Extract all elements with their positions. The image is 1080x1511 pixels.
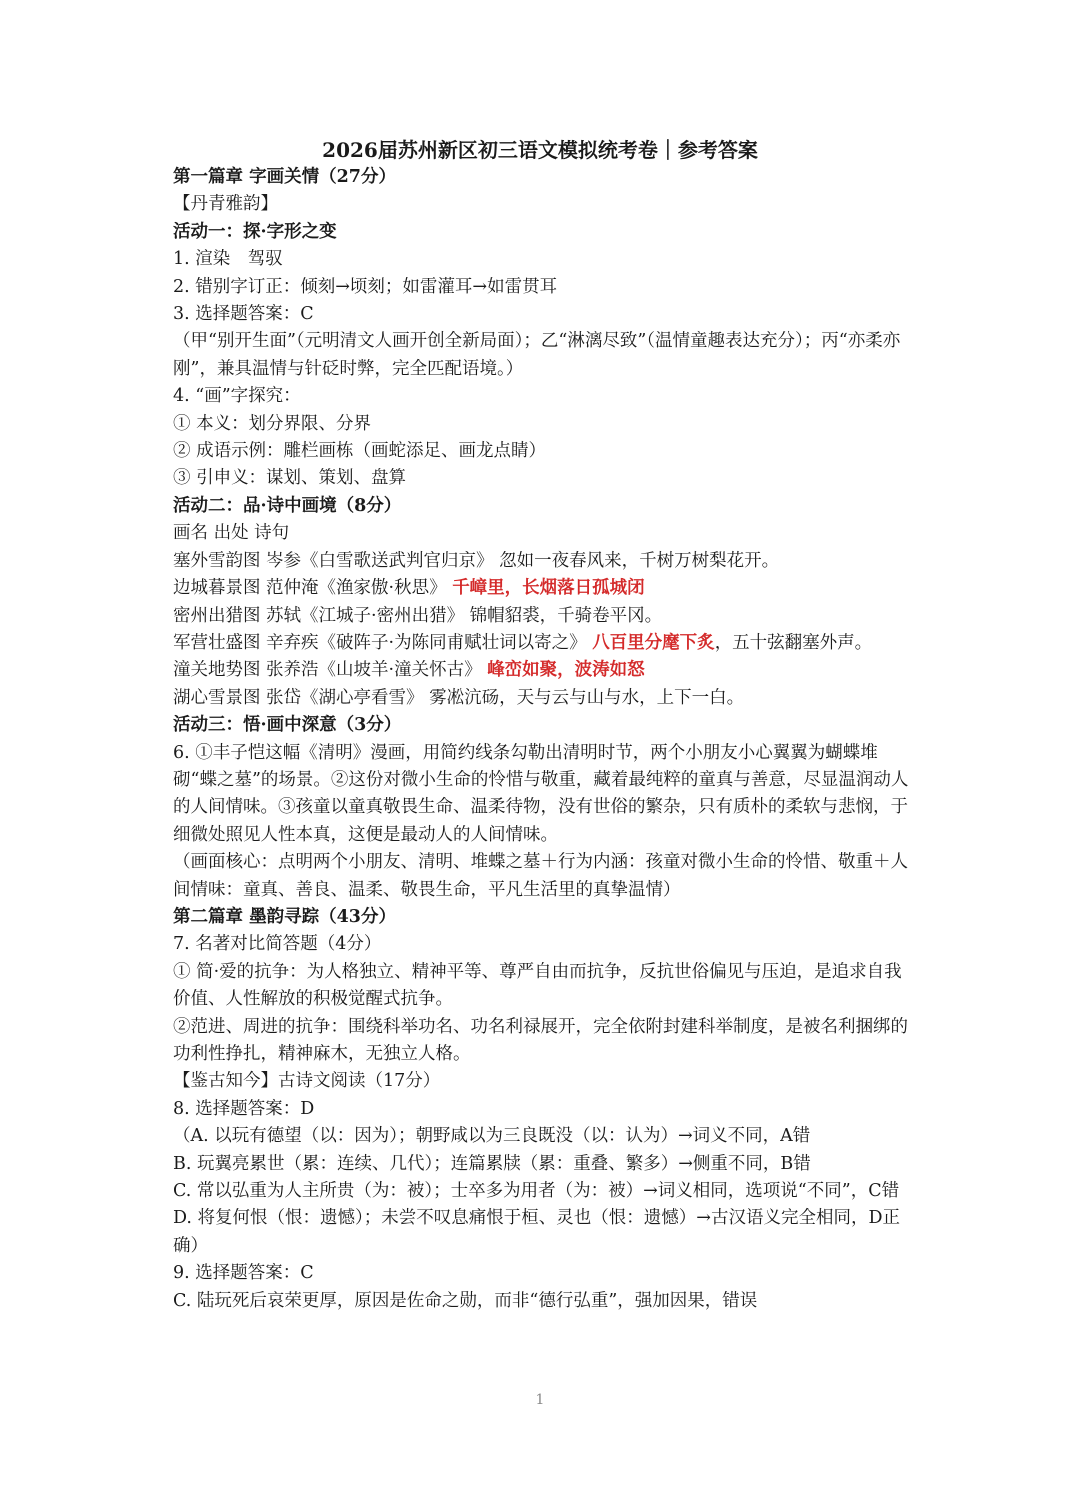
line-text: 活动一：探·字形之变 [173,221,337,242]
line-text: 第二篇章 墨韵寻踪（43分） [173,906,396,927]
answer-line [173,1068,913,1095]
line-text: D. 将复何恨（恨：遗憾）；未尝不叹息痛恨于桓、灵也（恨：遗憾）→古汉语义完全相同，D正确） [173,1208,900,1256]
line-text: B. 玩翼亮累世（累：连续、几代）；连篇累牍（累：重叠、繁多）→侧重不同，B错 [173,1153,811,1174]
answer-line [173,191,913,218]
line-text: 第一篇章 字画关情（27分） [173,167,396,187]
answer-line [173,328,913,383]
line-text: 【鉴古知今】古诗文阅读（17分） [173,1071,441,1092]
line-text: 塞外雪韵图 岑参《白雪歌送武判官归京》 忽如一夜春风来，千树万树梨花开。 [173,550,780,571]
line-text: ① 本义：划分界限、分界 [173,413,372,434]
answer-line [173,246,913,273]
answer-line [173,548,913,575]
line-text: ② 成语示例：雕栏画栋（画蛇添足、画龙点睛） [173,441,547,462]
section-heading [173,219,913,246]
answer-line [173,740,913,850]
answer-line [173,1123,913,1150]
line-text: 7. 名著对比简答题（4分） [173,934,382,955]
line-text: 1. 渲染 驾驭 [173,249,283,270]
answer-line [173,959,913,1014]
answer-line [173,274,913,301]
line-text: 8. 选择题答案：D [173,1098,315,1119]
highlighted-answer: 峰峦如聚，波涛如怒 [487,660,645,681]
answer-body [173,164,913,1315]
line-text: 【丹青雅韵】 [173,194,278,215]
answer-line [173,383,913,410]
line-text: ②范进、周进的抗争：围绕科举功名、功名利禄展开，完全依附封建科举制度，是被名利捆绑的功利性挣扎，精神麻木，无独立人格。 [173,1016,908,1064]
document-title: 2026届苏州新区初三语文模拟统考卷｜参考答案 [322,138,758,162]
line-text: C. 陆玩死后哀荣更厚，原因是佐命之勋，而非“德行弘重”，强加因果，错误 [173,1290,758,1311]
line-text: 4. “画”字探究： [173,386,301,407]
answer-line [173,1178,913,1205]
line-text: C. 常以弘重为人主所贵（为：被）；士卒多为用者（为：被）→词义相同，选项说“不同”，C错 [173,1181,900,1202]
line-text: 2. 错别字订正：倾刻→顷刻；如雷灌耳→如雷贯耳 [173,276,558,297]
line-text: （A. 以玩有德望（以：因为）；朝野咸以为三良既没（以：认为）→词义不同，A错 [173,1126,811,1147]
answer-line [173,685,913,712]
answer-line [173,849,913,904]
line-text: 6. ①丰子恺这幅《清明》漫画，用简约线条勾勒出清明时节，两个小朋友小心翼翼为蝴蝶堆砌“蝶之墓”的场景。②这份对微小生命的怜惜与敬重，藏着最纯粹的童真与善意，尽显温润动人的人间情味。③孩童以童真敬畏生命、温柔待物，没有世俗的繁杂，只有质朴的柔软与悲悯，于细微处照见人性本真，这便是最动人的人间情味。 [173,742,909,845]
line-text: 9. 选择题答案：C [173,1263,314,1284]
highlighted-answer: 八百里分麾下炙 [592,632,715,653]
section-heading [173,712,913,739]
answer-line [173,931,913,958]
answer-line [173,1205,913,1260]
line-text: 湖心雪景图 张岱《湖心亭看雪》 雾凇沆砀，天与云与山与水，上下一白。 [173,687,745,708]
line-text: 活动三：悟·画中深意（3分） [173,715,402,736]
line-text: 潼关地势图 张养浩《山坡羊·潼关怀古》 [173,660,488,681]
answer-line [173,1288,913,1315]
answer-line [173,301,913,328]
answer-line [173,1151,913,1178]
line-text-after: ，五十弦翻塞外声。 [714,632,873,653]
line-text: 军营壮盛图 辛弃疾《破阵子·为陈同甫赋壮词以寄之》 [173,632,593,653]
answer-line [173,411,913,438]
line-text: 3. 选择题答案：C [173,304,314,325]
answer-line [173,603,913,630]
line-text: （画面核心：点明两个小朋友、清明、堆蝶之墓＋行为内涵：孩童对微小生命的怜惜、敬重＋人间情味：童真、善良、温柔、敬畏生命，平凡生活里的真挚温情） [173,852,908,900]
line-text: ③ 引申义：谋划、策划、盘算 [173,468,407,489]
answer-line [173,438,913,465]
line-text: 画名 出处 诗句 [173,523,290,544]
line-text: 密州出猎图 苏轼《江城子·密州出猎》 锦帽貂裘，千骑卷平冈。 [173,605,663,626]
answer-line [173,575,913,602]
page-number: 1 [535,1392,545,1408]
highlighted-answer: 千嶂里，长烟落日孤城闭 [452,578,645,599]
answer-line [173,520,913,547]
section-heading [173,493,913,520]
line-text: 活动二：品·诗中画境（8分） [173,495,402,516]
line-text: ① 简·爱的抗争：为人格独立、精神平等、尊严自由而抗争，反抗世俗偏见与压迫，是追求自我价值、人性解放的积极觉醒式抗争。 [173,961,902,1010]
answer-line [173,1014,913,1069]
answer-line [173,1096,913,1123]
answer-line [173,1260,913,1287]
line-text: （甲“别开生面”（元明清文人画开创全新局面）；乙“淋漓尽致”（温情童趣表达充分）；丙“亦柔亦刚”，兼具温情与针砭时弊，完全匹配语境。） [173,331,901,379]
answer-line [173,657,913,684]
answer-line [173,630,913,657]
line-text: 边城暮景图 范仲淹《渔家傲·秋思》 [173,578,453,599]
section-heading [173,904,913,931]
answer-line [173,465,913,492]
section-heading [173,164,913,191]
